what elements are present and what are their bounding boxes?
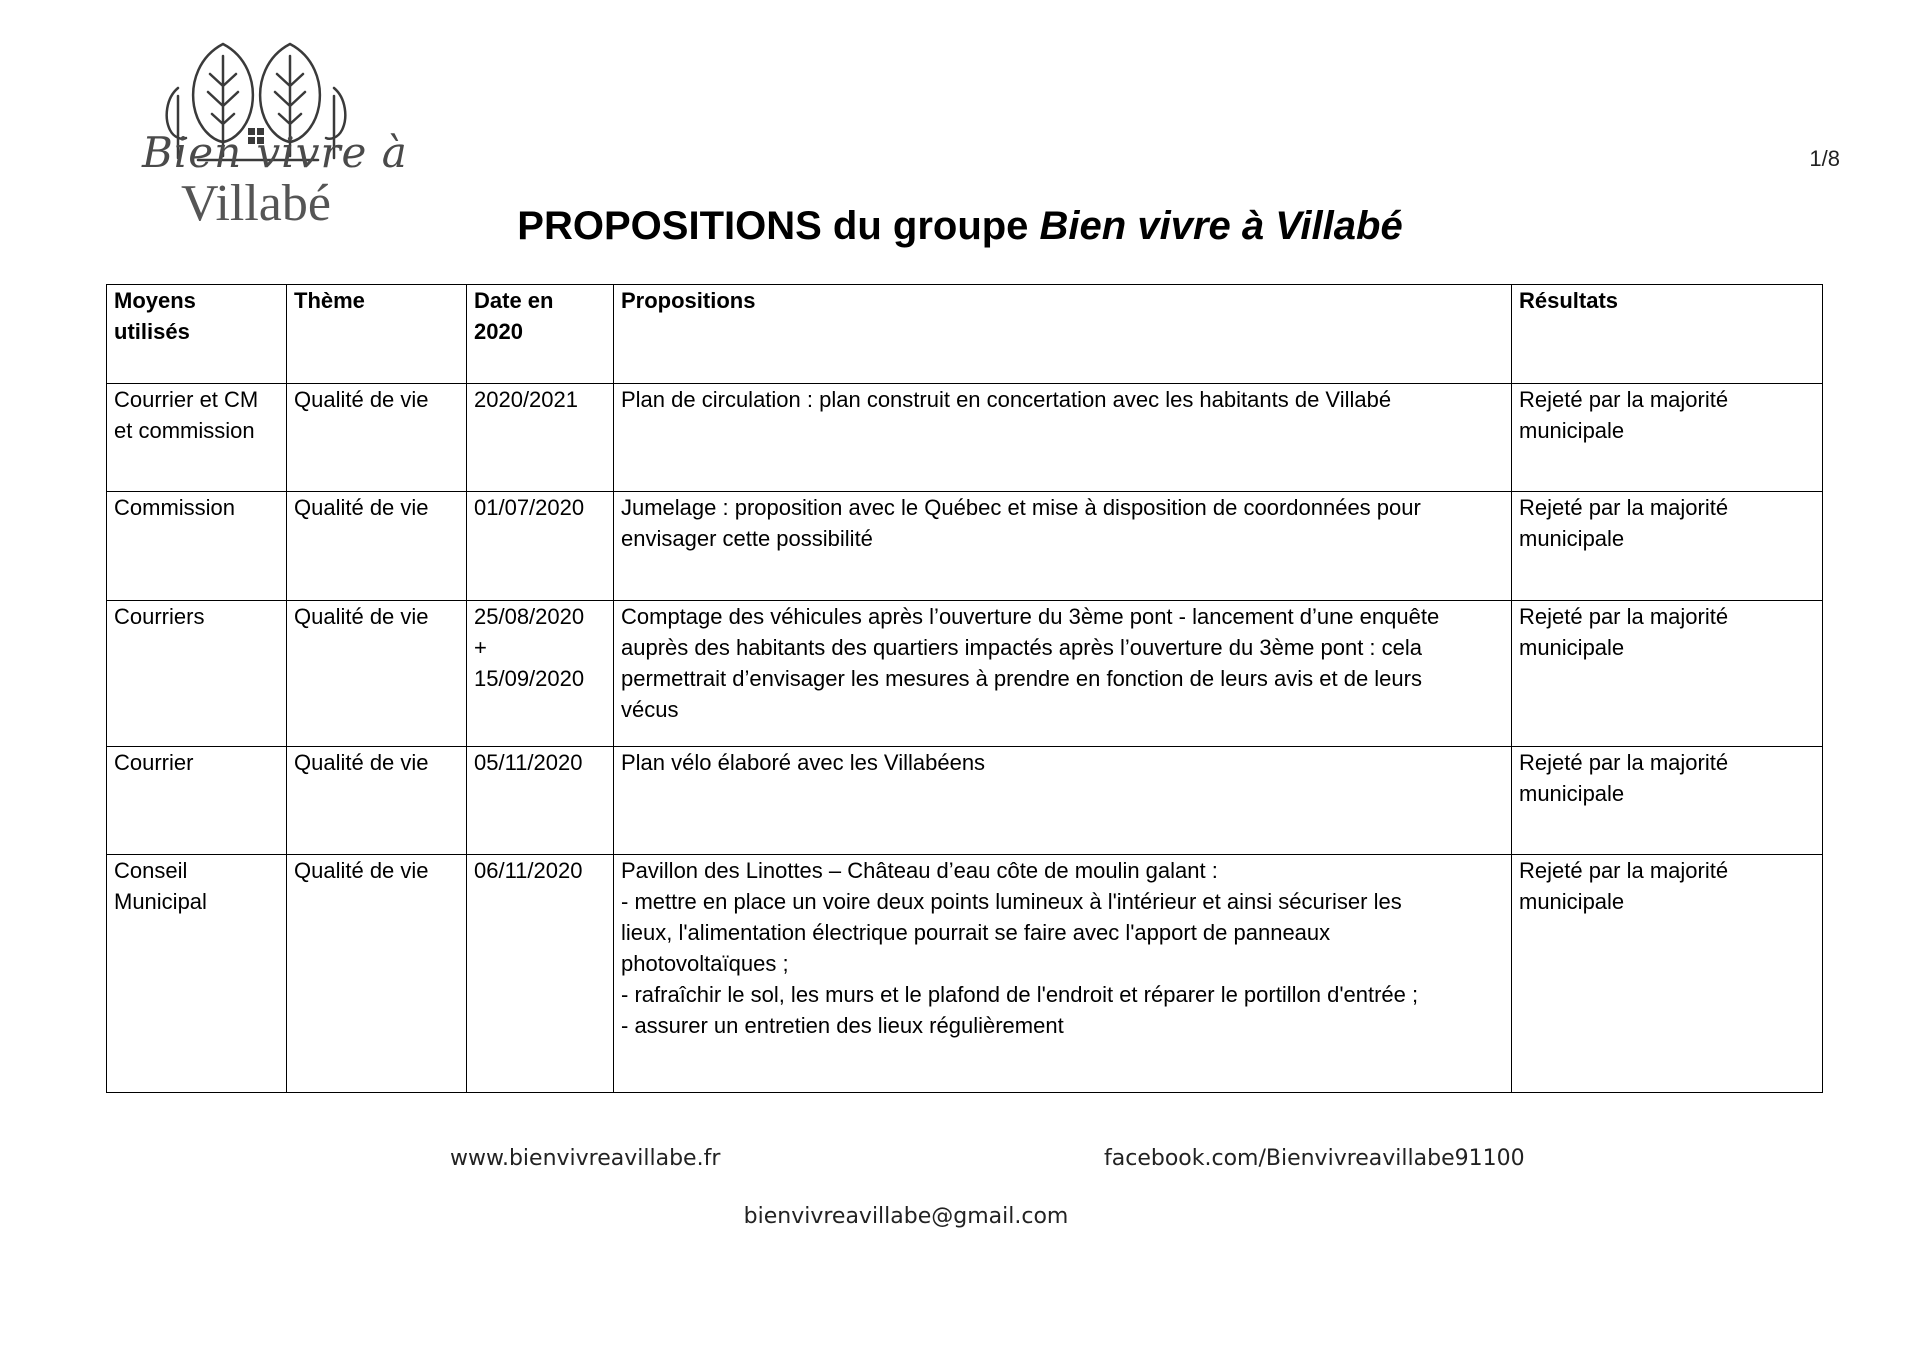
cell-line: - assurer un entretien des lieux régulièrement [621,1013,1064,1038]
cell-line: Rejeté par la majorité [1519,750,1729,775]
cell-theme: Qualité de vie [287,492,467,601]
cell-line: municipale [1519,418,1625,443]
header-moyens-line: Moyens [114,288,196,313]
propositions-table [106,284,1823,1093]
cell-resultats [1512,747,1823,855]
cell-line: Courrier [114,750,194,775]
cell-propositions [614,601,1512,747]
header-date-line: Date en [474,288,554,313]
cell-date [467,384,614,492]
cell-line: 06/11/2020 [474,858,583,883]
cell-line: 15/09/2020 [474,666,585,691]
cell-line: Municipal [114,889,207,914]
cell-line: + [474,635,487,660]
cell-moyens [107,492,287,601]
table-row [107,747,1823,855]
cell-theme: Qualité de vie [287,747,467,855]
cell-line: Pavillon des Linottes – Château d’eau côte de moulin galant : [621,858,1218,883]
cell-line: Rejeté par la majorité [1519,387,1729,412]
cell-line: photovoltaïques ; [621,951,789,976]
cell-theme: Qualité de vie [287,855,467,1093]
cell-line: 2020/2021 [474,387,578,412]
cell-line: Conseil [114,858,188,883]
header-date [467,285,614,384]
cell-line: vécus [621,697,679,722]
cell-line: municipale [1519,889,1625,914]
cell-line: Plan vélo élaboré avec les Villabéens [621,750,986,775]
header-resultats: Résultats [1512,285,1823,384]
cell-line: Commission [114,495,236,520]
footer-email-link[interactable]: bienvivreavillabe@gmail.com [743,1204,1069,1229]
cell-propositions [614,747,1512,855]
cell-line: 05/11/2020 [474,750,583,775]
header-date-line: 2020 [474,319,523,344]
cell-line: municipale [1519,526,1625,551]
title-prefix: PROPOSITIONS du groupe [517,204,1040,248]
cell-date [467,601,614,747]
table-row [107,384,1823,492]
header-theme: Thème [287,285,467,384]
cell-line: Rejeté par la majorité [1519,858,1729,883]
table-row [107,601,1823,747]
cell-line: - rafraîchir le sol, les murs et le plafond de l'endroit et réparer le portillon d'entrée ; [621,982,1419,1007]
cell-line: lieux, l'alimentation électrique pourrait se faire avec l'apport de panneaux [621,920,1331,945]
cell-line: auprès des habitants des quartiers impactés après l’ouverture du 3ème pont : cela [621,635,1423,660]
cell-line: Courrier et CM [114,387,259,412]
cell-line: - mettre en place un voire deux points lumineux à l'intérieur et ainsi sécuriser les [621,889,1402,914]
cell-line: 01/07/2020 [474,495,585,520]
cell-line: envisager cette possibilité [621,526,873,551]
cell-date [467,855,614,1093]
cell-date [467,492,614,601]
cell-line: municipale [1519,635,1625,660]
cell-line: Plan de circulation : plan construit en concertation avec les habitants de Villabé [621,387,1392,412]
header-moyens [107,285,287,384]
cell-line: permettrait d’envisager les mesures à prendre en fonction de leurs avis et de leurs [621,666,1422,691]
cell-line: Rejeté par la majorité [1519,495,1729,520]
cell-resultats [1512,384,1823,492]
cell-resultats [1512,601,1823,747]
cell-moyens [107,601,287,747]
cell-moyens [107,747,287,855]
header-propositions: Propositions [614,285,1512,384]
cell-line: et commission [114,418,255,443]
cell-resultats [1512,492,1823,601]
page-title [0,204,1920,249]
cell-resultats [1512,855,1823,1093]
cell-moyens [107,855,287,1093]
cell-line: Rejeté par la majorité [1519,604,1729,629]
table-header-row [107,285,1823,384]
cell-propositions [614,855,1512,1093]
cell-line: Comptage des véhicules après l’ouverture du 3ème pont - lancement d’une enquête [621,604,1440,629]
cell-date [467,747,614,855]
title-italic: Bien vivre à Villabé [1039,204,1403,248]
page-number: 1/8 [1809,146,1840,171]
cell-line: municipale [1519,781,1625,806]
cell-line: Courriers [114,604,205,629]
table-row [107,492,1823,601]
table-row [107,855,1823,1093]
logo-text-line1: Bien vivre à [142,128,408,177]
cell-theme: Qualité de vie [287,384,467,492]
footer-website-link[interactable]: www.bienvivreavillabe.fr [450,1146,721,1171]
cell-line: 25/08/2020 [474,604,585,629]
cell-propositions [614,492,1512,601]
logo-text-line2: Villabé [181,175,331,232]
cell-propositions [614,384,1512,492]
header-moyens-line: utilisés [114,319,190,344]
footer-facebook-link[interactable]: facebook.com/Bienvivreavillabe91100 [1104,1146,1525,1171]
cell-moyens [107,384,287,492]
cell-theme: Qualité de vie [287,601,467,747]
cell-line: Jumelage : proposition avec le Québec et mise à disposition de coordonnées pour [621,495,1421,520]
